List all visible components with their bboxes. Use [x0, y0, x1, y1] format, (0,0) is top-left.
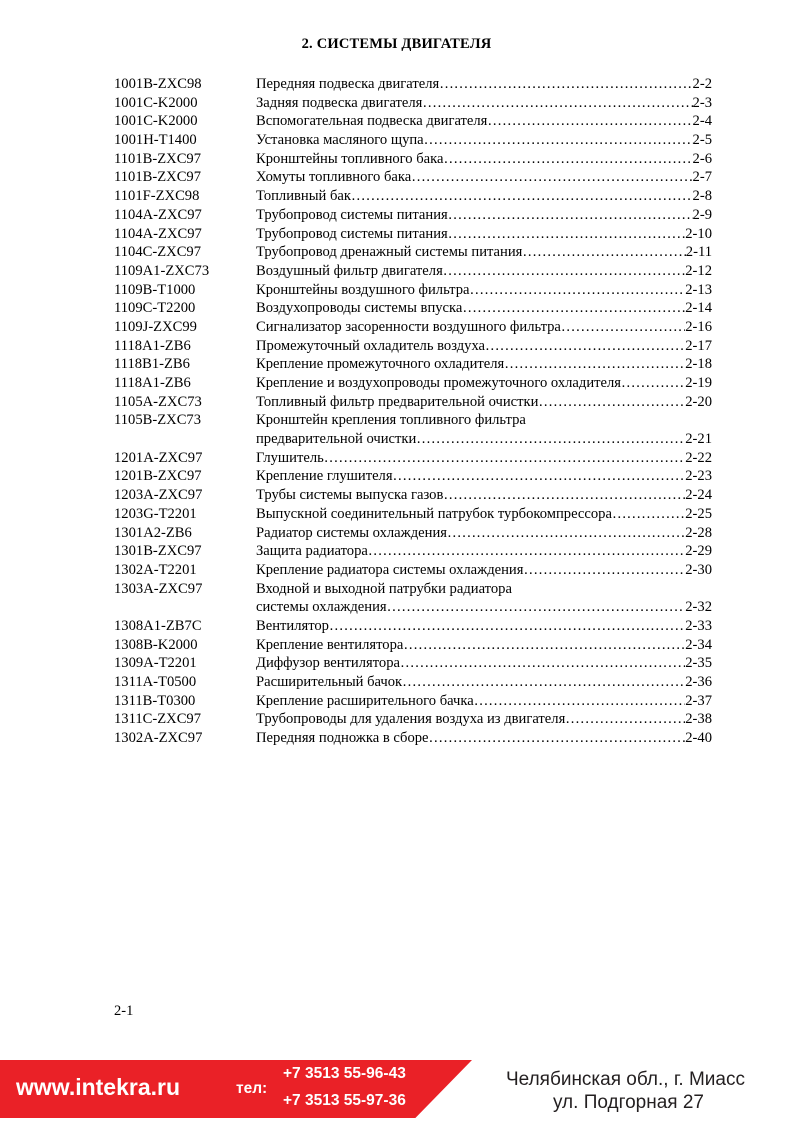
toc-leader-dots	[448, 206, 693, 225]
toc-title: Топливный фильтр предварительной очистки	[256, 393, 539, 410]
toc-title: Промежуточный охладитель воздуха	[256, 337, 486, 354]
toc-entry	[256, 262, 712, 281]
toc-title: Вспомогательная подвеска двигателя	[256, 113, 488, 130]
toc-page: 2-33	[685, 617, 712, 634]
toc-title: Воздушный фильтр двигателя	[256, 262, 443, 279]
toc-title: Вентилятор	[256, 617, 329, 634]
toc-row[interactable]	[114, 131, 712, 150]
table-of-contents	[114, 75, 712, 748]
toc-entry	[256, 131, 712, 150]
toc-title: Хомуты топливного бака	[256, 169, 412, 186]
toc-row[interactable]	[114, 355, 712, 374]
toc-leader-dots	[621, 374, 685, 393]
toc-leader-dots	[368, 542, 685, 561]
toc-title: Входной и выходной патрубки радиатора	[256, 580, 512, 597]
toc-row[interactable]	[114, 206, 712, 225]
toc-page: 2-14	[685, 300, 712, 317]
toc-entry	[256, 168, 712, 187]
toc-row[interactable]	[114, 262, 712, 281]
toc-title: Сигнализатор засоренности воздушного фильтра	[256, 318, 561, 335]
footer	[0, 1058, 793, 1122]
toc-leader-dots	[387, 598, 686, 617]
toc-page: 2-23	[685, 468, 712, 485]
toc-code: 1308A1-ZB7C	[114, 617, 202, 634]
toc-entry	[256, 580, 712, 599]
toc-title: Крепление и воздухопроводы промежуточного охладителя	[256, 375, 621, 391]
toc-title: Трубопровод системы питания	[256, 225, 448, 242]
toc-page: 2-40	[685, 730, 712, 747]
toc-title: Кронштейны топливного бака	[256, 150, 444, 167]
toc-row[interactable]	[114, 561, 712, 580]
toc-entry	[256, 206, 712, 225]
toc-code: 1001B-ZXC98	[114, 76, 202, 92]
toc-page: 2-29	[685, 543, 712, 560]
toc-title: Топливный бак	[256, 188, 351, 205]
toc-row[interactable]	[114, 94, 712, 113]
toc-page: 2-13	[685, 281, 712, 298]
toc-page: 2-25	[685, 505, 712, 522]
toc-leader-dots	[612, 505, 685, 524]
toc-entry	[256, 112, 712, 131]
toc-entry	[256, 692, 712, 711]
toc-leader-dots	[538, 393, 685, 412]
toc-page: 2-10	[685, 225, 712, 242]
toc-code: 1302A-ZXC97	[114, 730, 203, 747]
toc-row[interactable]	[114, 374, 712, 393]
toc-entry	[256, 430, 712, 449]
address-line-2: ул. Подгорная 27	[552, 1092, 704, 1113]
toc-code-spacer	[114, 430, 256, 449]
toc-code: 1118A1-ZB6	[114, 375, 191, 391]
toc-code: 1311B-T0300	[114, 692, 196, 709]
toc-title: Установка масляного щупа	[256, 132, 424, 149]
toc-title: Крепление расширительного бачка	[256, 692, 474, 709]
toc-page: 2-16	[685, 318, 712, 335]
toc-entry	[256, 486, 712, 505]
toc-title: Трубопровод дренажный системы питания	[256, 244, 523, 261]
toc-entry	[256, 411, 712, 430]
toc-entry	[256, 243, 712, 262]
toc-title: Трубопроводы для удаления воздуха из двигателя	[256, 711, 566, 728]
toc-code: 1201B-ZXC97	[114, 468, 202, 485]
toc-code: 1308B-K2000	[114, 636, 198, 653]
toc-title: Кронштейн крепления топливного фильтра	[256, 412, 526, 429]
toc-page: 2-4	[692, 113, 712, 130]
toc-leader-dots	[411, 168, 692, 187]
toc-code: 1311C-ZXC97	[114, 711, 202, 728]
toc-row[interactable]	[114, 150, 712, 169]
toc-row[interactable]	[114, 411, 712, 430]
toc-code: 1203G-T2201	[114, 505, 197, 522]
toc-leader-dots	[561, 318, 685, 337]
section-heading: 2. СИСТЕМЫ ДВИГАТЕЛЯ	[301, 36, 492, 52]
toc-code: 1105A-ZXC73	[114, 393, 202, 410]
toc-leader-dots	[447, 524, 685, 543]
toc-row[interactable]	[114, 654, 712, 673]
toc-title: Кронштейны воздушного фильтра	[256, 281, 470, 298]
phone-label: тел:	[236, 1080, 268, 1097]
toc-entry	[256, 393, 712, 412]
toc-leader-dots	[485, 337, 685, 356]
toc-title: Воздухопроводы системы впуска	[256, 300, 463, 317]
toc-title: Передняя подножка в сборе	[256, 730, 429, 747]
toc-title-continued: системы охлаждения	[256, 599, 387, 616]
toc-row[interactable]	[114, 486, 712, 505]
toc-title-continued: предварительной очистки	[256, 431, 417, 448]
toc-leader-dots	[474, 692, 686, 711]
toc-leader-dots	[400, 654, 685, 673]
toc-title: Крепление глушителя	[256, 468, 393, 485]
toc-entry	[256, 150, 712, 169]
toc-row-continuation[interactable]	[114, 598, 712, 617]
toc-page: 2-36	[685, 674, 712, 690]
toc-page: 2-37	[685, 692, 712, 709]
toc-row[interactable]	[114, 710, 712, 729]
toc-entry	[256, 225, 712, 244]
toc-page: 2-32	[685, 599, 712, 616]
toc-code: 1109A1-ZXC73	[114, 262, 210, 279]
toc-leader-dots	[403, 636, 685, 655]
toc-title: Расширительный бачок	[256, 674, 403, 690]
toc-code: 1201A-ZXC97	[114, 449, 203, 466]
toc-code: 1001C-K2000	[114, 113, 198, 130]
toc-code: 1301A2-ZB6	[114, 524, 192, 541]
toc-page: 2-2	[692, 76, 712, 92]
toc-entry	[256, 299, 712, 318]
toc-leader-dots	[424, 131, 693, 150]
toc-entry	[256, 542, 712, 561]
toc-code: 1109J-ZXC99	[114, 318, 197, 335]
toc-code: 1118B1-ZB6	[114, 356, 190, 373]
website-link[interactable]: www.intekra.ru	[16, 1074, 181, 1100]
toc-page: 2-35	[685, 655, 712, 672]
toc-page: 2-11	[685, 244, 712, 261]
phone-number-2[interactable]: +7 3513 55-97-36	[283, 1092, 406, 1109]
toc-row[interactable]	[114, 112, 712, 131]
toc-title: Защита радиатора	[256, 543, 368, 560]
toc-leader-dots	[351, 187, 693, 206]
toc-entry	[256, 75, 712, 94]
toc-row[interactable]	[114, 299, 712, 318]
toc-title: Крепление промежуточного охладителя	[256, 356, 505, 373]
toc-row[interactable]	[114, 449, 712, 468]
toc-code: 1101B-ZXC97	[114, 150, 202, 167]
toc-entry	[256, 467, 712, 486]
toc-page: 2-24	[685, 487, 712, 504]
toc-leader-dots	[324, 449, 685, 468]
toc-page: 2-19	[685, 375, 712, 391]
toc-code: 1101B-ZXC97	[114, 169, 202, 186]
toc-leader-dots	[416, 430, 685, 449]
toc-entry	[256, 281, 712, 300]
toc-page: 2-38	[685, 711, 712, 728]
toc-page: 2-7	[692, 169, 712, 186]
toc-leader-dots	[422, 94, 692, 113]
toc-row[interactable]	[114, 580, 712, 599]
toc-row[interactable]	[114, 692, 712, 711]
toc-row[interactable]	[114, 729, 712, 748]
toc-entry	[256, 561, 712, 580]
toc-leader-dots	[443, 486, 685, 505]
toc-page: 2-22	[685, 449, 712, 466]
toc-code: 1301B-ZXC97	[114, 543, 202, 560]
toc-row[interactable]	[114, 187, 712, 206]
toc-row[interactable]	[114, 393, 712, 412]
page-number: 2-1	[114, 1003, 134, 1019]
toc-row[interactable]	[114, 524, 712, 543]
toc-leader-dots	[393, 467, 686, 486]
toc-code: 1109C-T2200	[114, 300, 196, 317]
toc-code: 1101F-ZXC98	[114, 188, 200, 205]
toc-code: 1309A-T2201	[114, 655, 197, 672]
address-line-1: Челябинская обл., г. Миасс	[505, 1069, 745, 1090]
toc-row[interactable]	[114, 281, 712, 300]
toc-page: 2-6	[692, 150, 712, 167]
toc-title: Крепление вентилятора	[256, 636, 404, 653]
toc-leader-dots	[470, 281, 686, 300]
toc-page: 2-17	[685, 337, 712, 354]
toc-code: 1104A-ZXC97	[114, 206, 202, 223]
toc-code: 1001H-T1400	[114, 132, 197, 149]
toc-title: Передняя подвеска двигателя	[256, 76, 440, 92]
toc-title: Выпускной соединительный патрубок турбокомпрессора	[256, 505, 612, 522]
toc-row[interactable]	[114, 467, 712, 486]
toc-page: 2-3	[692, 94, 712, 111]
toc-title: Диффузор вентилятора	[256, 655, 400, 672]
toc-leader-dots	[522, 243, 685, 262]
toc-row[interactable]	[114, 542, 712, 561]
toc-code: 1203A-ZXC97	[114, 487, 203, 504]
toc-title: Задняя подвеска двигателя	[256, 94, 423, 111]
toc-leader-dots	[448, 225, 686, 244]
toc-leader-dots	[402, 673, 685, 692]
toc-page: 2-20	[685, 393, 712, 410]
toc-leader-dots	[565, 710, 685, 729]
toc-entry	[256, 187, 712, 206]
toc-page: 2-9	[692, 206, 712, 223]
toc-row[interactable]	[114, 243, 712, 262]
toc-code: 1303A-ZXC97	[114, 580, 203, 597]
toc-entry	[256, 617, 712, 636]
toc-page: 2-5	[692, 132, 712, 149]
toc-code-spacer	[114, 598, 256, 617]
toc-code: 1302A-T2201	[114, 561, 197, 578]
toc-code: 1109B-T1000	[114, 281, 196, 298]
toc-entry	[256, 449, 712, 468]
toc-entry	[256, 94, 712, 113]
toc-entry	[256, 355, 712, 374]
toc-title: Трубы системы выпуска газов	[256, 487, 444, 504]
toc-entry	[256, 710, 712, 729]
toc-page: 2-30	[685, 561, 712, 578]
toc-page: 2-28	[685, 524, 712, 541]
toc-page: 2-21	[685, 431, 712, 448]
toc-leader-dots	[429, 729, 686, 748]
toc-code: 1105B-ZXC73	[114, 412, 202, 429]
toc-title: Радиатор системы охлаждения	[256, 524, 447, 541]
toc-row[interactable]	[114, 318, 712, 337]
toc-row[interactable]	[114, 636, 712, 655]
toc-code: 1311A-T0500	[114, 674, 197, 690]
toc-leader-dots	[487, 112, 692, 131]
toc-page: 2-18	[685, 356, 712, 373]
address	[506, 1068, 745, 1114]
toc-leader-dots	[462, 299, 685, 318]
toc-entry	[256, 337, 712, 356]
toc-page: 2-34	[685, 636, 712, 653]
toc-leader-dots	[439, 75, 692, 94]
toc-code: 1001C-K2000	[114, 94, 198, 111]
toc-row[interactable]	[114, 673, 712, 692]
phone-number-1[interactable]: +7 3513 55-96-43	[283, 1065, 406, 1082]
toc-row-continuation[interactable]	[114, 430, 712, 449]
toc-title: Крепление радиатора системы охлаждения	[256, 561, 524, 578]
toc-code: 1118A1-ZB6	[114, 337, 191, 354]
toc-entry	[256, 318, 712, 337]
toc-entry	[256, 374, 712, 393]
toc-row[interactable]	[114, 505, 712, 524]
toc-row[interactable]	[114, 337, 712, 356]
toc-row[interactable]	[114, 617, 712, 636]
toc-entry	[256, 673, 712, 692]
toc-page: 2-8	[692, 188, 712, 205]
toc-row[interactable]	[114, 225, 712, 244]
toc-entry	[256, 524, 712, 543]
toc-title: Трубопровод системы питания	[256, 206, 448, 223]
toc-code: 1104A-ZXC97	[114, 225, 202, 242]
toc-leader-dots	[444, 150, 693, 169]
toc-code: 1104C-ZXC97	[114, 244, 202, 261]
toc-row[interactable]	[114, 168, 712, 187]
toc-entry	[256, 636, 712, 655]
toc-entry	[256, 654, 712, 673]
toc-leader-dots	[329, 617, 685, 636]
toc-entry	[256, 598, 712, 617]
toc-page: 2-12	[685, 262, 712, 279]
toc-entry	[256, 505, 712, 524]
toc-entry	[256, 729, 712, 748]
toc-leader-dots	[504, 355, 685, 374]
toc-row[interactable]	[114, 75, 712, 94]
toc-title: Глушитель	[256, 449, 324, 466]
toc-leader-dots	[443, 262, 685, 281]
footer-contact	[0, 1058, 472, 1120]
toc-leader-dots	[523, 561, 685, 580]
